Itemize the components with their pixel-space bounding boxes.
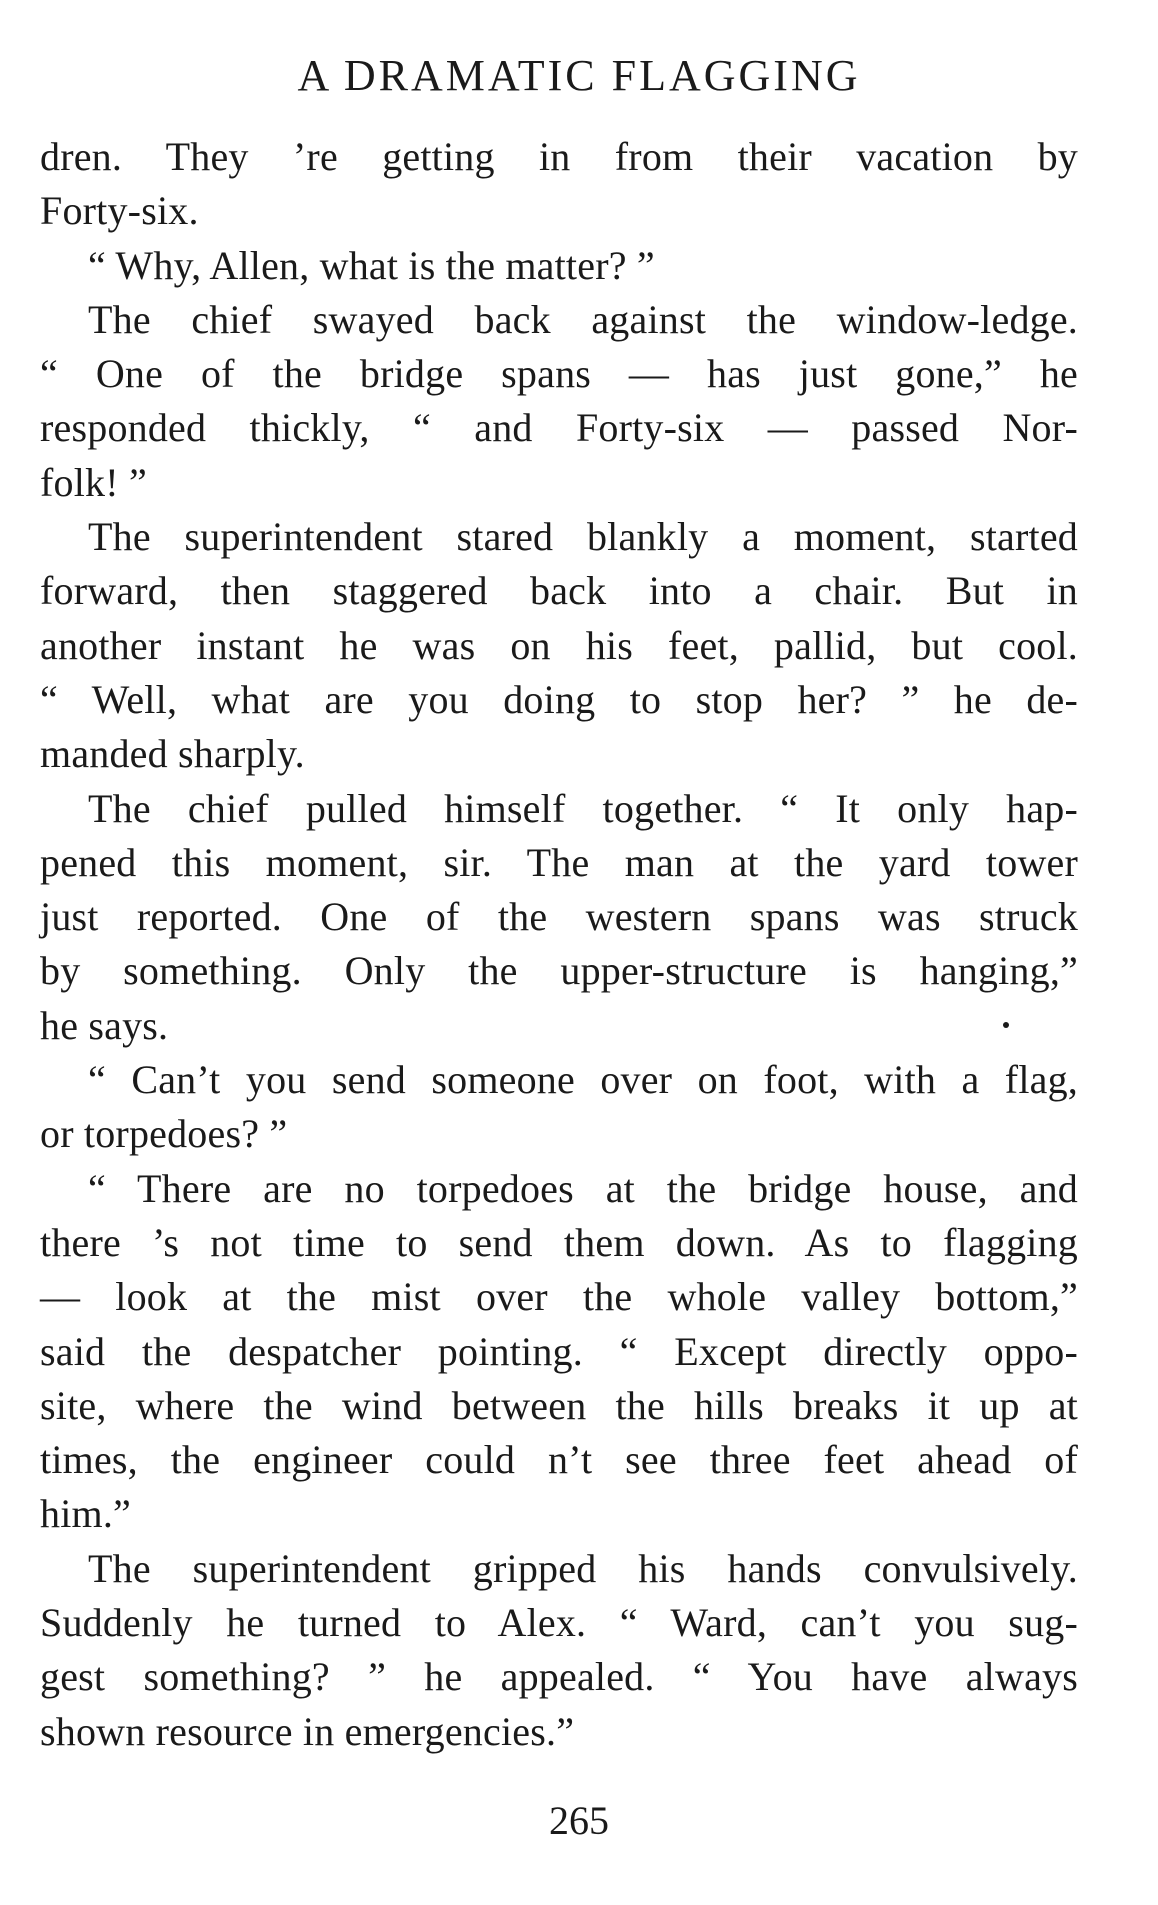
body-text — [40, 130, 1078, 1759]
text-line: by something. Only the upper-structure is hanging,” — [40, 948, 1078, 994]
text-line: Forty-six. — [40, 188, 199, 234]
text-line: folk! ” — [40, 459, 147, 505]
text-line: or torpedoes? ” — [40, 1111, 288, 1157]
running-head: A DRAMATIC FLAGGING — [297, 51, 861, 100]
text-line: said the despatcher pointing. “ Except directly oppo- — [40, 1328, 1078, 1374]
text-line: The chief swayed back against the window-ledge. — [88, 296, 1078, 342]
stray-print-mark — [1003, 1022, 1009, 1028]
text-line: him.” — [40, 1491, 131, 1537]
text-line: responded thickly, “ and Forty-six — passed Nor- — [40, 405, 1078, 451]
text-line: site, where the wind between the hills breaks it up at — [40, 1382, 1078, 1428]
text-line: “ Why, Allen, what is the matter? ” — [88, 242, 655, 288]
text-line: “ One of the bridge spans — has just gone,” he — [40, 351, 1078, 397]
text-line: shown resource in emergencies.” — [40, 1708, 575, 1754]
text-line: Suddenly he turned to Alex. “ Ward, can’t you sug- — [40, 1600, 1078, 1646]
text-line: — look at the mist over the whole valley bottom,” — [40, 1274, 1078, 1320]
text-line: pened this moment, sir. The man at the yard tower — [40, 839, 1078, 885]
text-line: dren. They ’re getting in from their vacation by — [40, 134, 1078, 179]
text-line: times, the engineer could n’t see three feet ahead of — [40, 1437, 1078, 1483]
text-line: another instant he was on his feet, pallid, but cool. — [40, 622, 1078, 668]
text-line: “ There are no torpedoes at the bridge house, and — [88, 1165, 1078, 1211]
text-line: forward, then staggered back into a chair. But in — [40, 568, 1078, 614]
text-line: manded sharply. — [40, 731, 305, 777]
text-line: gest something? ” he appealed. “ You have always — [40, 1654, 1078, 1700]
text-line: “ Can’t you send someone over on foot, with a flag, — [88, 1057, 1078, 1103]
text-line: he says. — [40, 1002, 169, 1048]
text-line: there ’s not time to send them down. As to flagging — [40, 1219, 1078, 1265]
text-line: The superintendent gripped his hands convulsively. — [88, 1545, 1078, 1591]
text-line: The chief pulled himself together. “ It only hap- — [88, 785, 1078, 831]
text-line: “ Well, what are you doing to stop her? ” he de- — [40, 676, 1078, 722]
page-number: 265 — [549, 1798, 609, 1843]
text-line: The superintendent stared blankly a moment, started — [88, 514, 1078, 560]
text-line: just reported. One of the western spans was struck — [40, 894, 1078, 940]
